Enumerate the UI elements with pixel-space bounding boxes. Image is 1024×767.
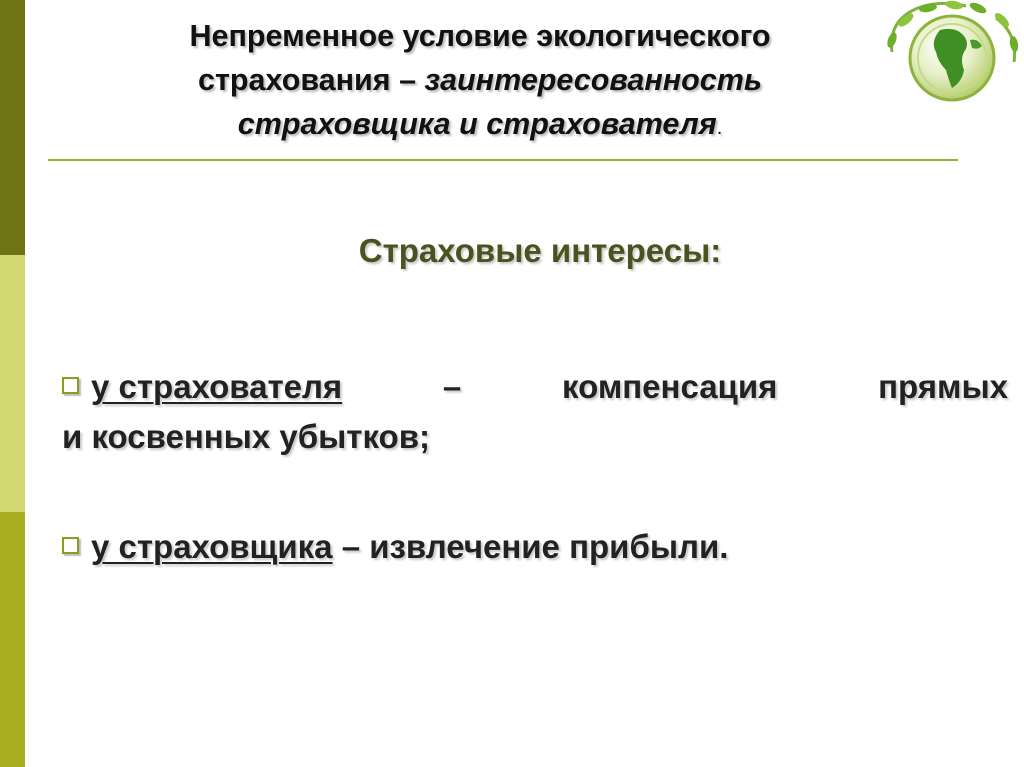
list-item-insured-term-wrap [62,362,342,412]
list-item-insured-term: у страхователя [91,368,343,405]
title-divider [48,159,958,161]
title-line-3-italic: страховщика и страхователя [237,107,717,141]
title-line-2-italic: заинтересованность [424,63,762,97]
list-item-insured-word-1: компенсация [562,368,778,405]
title-line-3 [50,102,910,150]
title-line-1: Непременное условие экологического [189,19,771,53]
title-line-2-normal: страхования – [198,63,425,97]
side-stripe-light [0,255,25,512]
list-item-insured-dash: – [442,368,462,405]
list-item-insured [62,362,1008,462]
title-line-2 [50,58,910,102]
checkbox-bullet-icon [62,537,79,554]
title-period: . [716,117,723,139]
list-item-insured-line-1 [62,362,1008,412]
list-item-insurer [62,522,1008,572]
list-item-insured-line-2: и косвенных убытков; [62,418,430,455]
globe-leaves-logo [878,0,1024,112]
section-heading: Страховые интересы: [358,232,722,269]
checkbox-bullet-icon [62,377,79,394]
list-item-insured-word-2: прямых [878,368,1008,405]
side-stripe-dark [0,0,25,255]
list-item-insurer-rest: – извлечение прибыли. [332,528,729,565]
side-stripe-mid [0,512,25,767]
slide-title [50,14,910,150]
list-item-insurer-term: у страховщика [91,528,333,565]
